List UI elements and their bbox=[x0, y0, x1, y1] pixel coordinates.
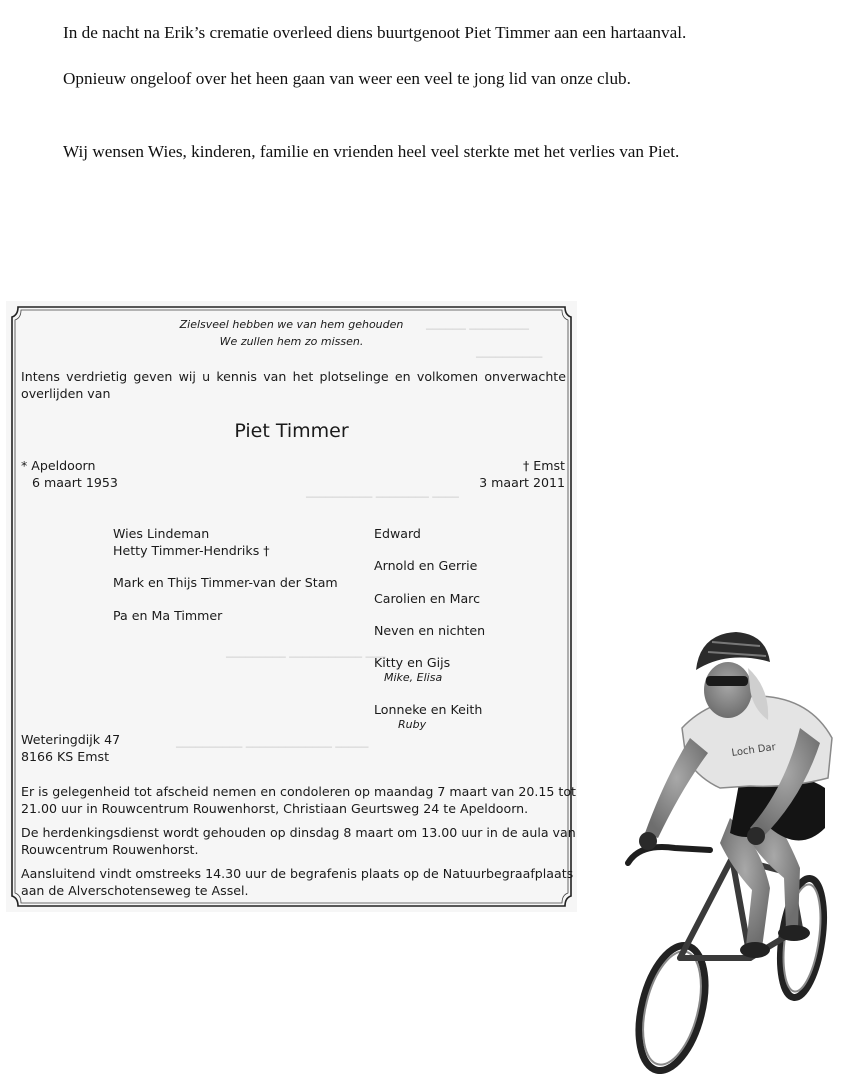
address-postcode: 8166 KS Emst bbox=[21, 749, 110, 764]
service-line-2: Rouwcentrum Rouwenhorst. bbox=[21, 842, 199, 857]
family-left-1: Wies Lindeman bbox=[113, 526, 210, 541]
family-right-6-children: Ruby bbox=[398, 718, 427, 731]
family-right-2: Arnold en Gerrie bbox=[374, 558, 478, 573]
bleed-through-text: ────────── ───────────── ───── bbox=[176, 741, 369, 754]
shoe bbox=[778, 925, 810, 941]
death-place: † Emst bbox=[522, 458, 565, 473]
notice-announcement-line-2: overlijden van bbox=[21, 386, 111, 401]
burial-line-1: Aansluitend vindt omstreeks 14.30 uur de begrafenis plaats op de Natuurbegraafplaats bbox=[21, 866, 574, 881]
death-date: 3 maart 2011 bbox=[479, 475, 565, 490]
family-right-5-children: Mike, Elisa bbox=[384, 671, 443, 684]
condolence-line-2: 21.00 uur in Rouwcentrum Rouwenhorst, Christiaan Geurtsweg 24 te Apeldoorn. bbox=[21, 801, 529, 816]
birth-date: 6 maart 1953 bbox=[32, 475, 118, 490]
family-right-3: Carolien en Marc bbox=[374, 591, 480, 606]
address-street: Weteringdijk 47 bbox=[21, 732, 121, 747]
death-notice bbox=[6, 301, 577, 912]
notice-announcement-line-1: Intens verdrietig geven wij u kennis van het plotselinge en volkomen onverwachte bbox=[21, 369, 566, 384]
condolence-line-1: Er is gelegenheid tot afscheid nemen en condoleren op maandag 7 maart van 20.15 tot bbox=[21, 784, 576, 799]
jersey-print: Loch Dar bbox=[730, 741, 777, 759]
bleed-through-text: ────────── bbox=[476, 351, 543, 364]
notice-motto-line-2: We zullen hem zo missen. bbox=[219, 335, 364, 348]
birth-place: * Apeldoorn bbox=[21, 458, 96, 473]
intro-paragraph-2: Opnieuw ongeloof over het heen gaan van weer een veel te jong lid van onze club. bbox=[63, 69, 631, 88]
glove bbox=[747, 827, 765, 845]
sunglasses bbox=[706, 676, 748, 686]
family-right-6: Lonneke en Keith bbox=[374, 702, 483, 717]
family-right-5: Kitty en Gijs bbox=[374, 655, 451, 670]
family-right-4: Neven en nichten bbox=[374, 623, 486, 638]
intro-paragraph-1: In de nacht na Erik’s crematie overleed diens buurtgenoot Piet Timmer aan een hartaanval. bbox=[63, 23, 687, 42]
family-left-4: Pa en Ma Timmer bbox=[113, 608, 223, 623]
intro-paragraph-3: Wij wensen Wies, kinderen, familie en vrienden heel veel sterkte met het verlies van Piet. bbox=[63, 142, 680, 161]
glove bbox=[639, 832, 657, 850]
deceased-name: Piet Timmer bbox=[234, 420, 349, 442]
cyclist-face bbox=[704, 662, 752, 718]
bleed-through-text: ────────── ──────── ──── bbox=[306, 491, 459, 504]
left-arm bbox=[645, 738, 708, 838]
service-line-1: De herdenkingsdienst wordt gehouden op dinsdag 8 maart om 13.00 uur in de aula van bbox=[21, 825, 576, 840]
family-right-1: Edward bbox=[374, 526, 421, 541]
shoe bbox=[740, 942, 770, 958]
bleed-through-text: ────── ───────── bbox=[426, 323, 529, 336]
burial-line-2: aan de Alverschotenseweg te Assel. bbox=[21, 883, 249, 898]
notice-motto-line-1: Zielsveel hebben we van hem gehouden bbox=[179, 318, 404, 331]
handlebar bbox=[628, 847, 710, 863]
bleed-through-text: ───────── ─────────── ─── bbox=[226, 651, 386, 664]
cyclist-photo bbox=[620, 628, 842, 1074]
family-left-2: Hetty Timmer-Hendriks † bbox=[113, 543, 270, 558]
family-left-3: Mark en Thijs Timmer-van der Stam bbox=[113, 575, 338, 590]
